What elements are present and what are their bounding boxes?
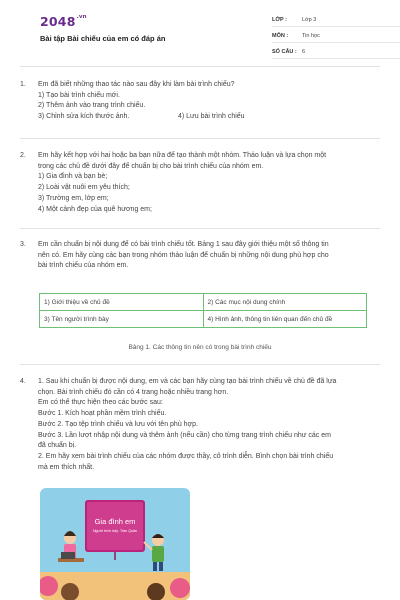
divider: [20, 228, 380, 229]
meta-row-class: [272, 14, 400, 27]
table-caption: Bảng 1. Các thông tin nên có trong bài trình chiếu: [128, 344, 272, 351]
question-line: 3) Trường em, lớp em;: [38, 194, 109, 202]
meta-label: LỚP :: [272, 17, 287, 23]
question-4: [20, 377, 376, 473]
slide-title: Gia đình em: [94, 517, 136, 526]
meta-label: SỐ CÂU :: [272, 49, 297, 55]
meta-label: MÔN :: [272, 33, 289, 39]
student-boy-leg: [153, 562, 157, 571]
question-line: 2) Loài vật nuôi em yêu thích;: [38, 184, 130, 192]
question-body: [38, 151, 376, 215]
logo-text: 2048: [40, 14, 76, 29]
document-header: [20, 0, 380, 62]
question-body: [38, 80, 376, 123]
question-line: mà em thích nhất.: [38, 463, 95, 471]
logo-suffix: .vn: [76, 14, 87, 20]
answer-pair: [38, 112, 376, 123]
question-line: chọn. Bài trình chiếu đó cần có 4 trang hoặc nhiều trang hơn.: [38, 388, 229, 396]
question-line: Bước 2. Tạo tệp trình chiếu và lưu với tên phù hợp.: [38, 420, 198, 428]
question-line: Em đã biết những thao tác nào sau đây khi làm bài trình chiếu?: [38, 81, 235, 88]
question-line: Bước 3. Lần lượt nhập nội dung và thêm ảnh (nếu cần) cho từng trang trình chiếu như các em: [38, 431, 331, 439]
question-line: 2. Em hãy xem bài trình chiếu của các nhóm được thầy, cô trình diễn. Bình chọn bài trình chiếu: [38, 452, 334, 460]
question-line: 1. Sau khi chuẩn bị được nội dung, em và các bạn hãy cùng tạo bài trình chiếu về chủ đề đã lựa: [38, 378, 337, 385]
audience-head: [170, 578, 190, 598]
meta-value: Tin học: [302, 33, 320, 39]
question-line: 4) Lưu bài trình chiếu: [178, 113, 245, 121]
question-body: [38, 377, 376, 473]
document-meta: [272, 14, 400, 62]
question-line: bài trình chiếu của nhóm em.: [38, 262, 129, 270]
question-line: 3) Chỉnh sửa kích thước ảnh.: [38, 113, 130, 121]
meta-value: 6: [302, 49, 306, 55]
question-line: Em cần chuẩn bị nội dung để có bài trình chiếu tốt. Bảng 1 sau đây giới thiệu một số thông tin: [38, 241, 329, 248]
table-cell: 3) Tên người trình bày: [40, 311, 204, 328]
table-cell: 4) Hình ảnh, thông tin liên quan đến chủ đề: [203, 311, 367, 328]
question-line: trong các chủ đề dưới đây để chuẩn bị cho bài trình chiếu của nhóm em.: [38, 162, 264, 170]
classroom-illustration: [40, 488, 190, 600]
table-cell: 1) Giới thiệu về chủ đề: [40, 294, 204, 311]
question-line: 4) Một cảnh đẹp của quê hương em;: [38, 205, 152, 213]
meta-value: Lớp 3: [302, 17, 317, 23]
question-line: Em có thể thực hiện theo các bước sau:: [38, 399, 163, 407]
question-line: nên có. Em hãy cùng các bạn trong nhóm thảo luận để chuẩn bị những nội dung phù hợp cho: [38, 251, 329, 259]
divider: [20, 66, 380, 67]
question-number: 3.: [20, 241, 26, 248]
question-line: 1) Gia đình và bạn bè;: [38, 173, 108, 181]
question-number: 4.: [20, 378, 26, 385]
info-table: [39, 293, 367, 328]
student-boy-body: [152, 546, 164, 562]
table-row: [40, 311, 367, 328]
document-title: Bài tập Bài chiếu của em có đáp án: [40, 34, 166, 43]
question-1: [20, 80, 376, 123]
question-line: Em hãy kết hợp với hai hoặc ba bạn nữa để tạo thành một nhóm. Thảo luận và lựa chọn một: [38, 152, 327, 159]
question-line: Bước 1. Kích hoạt phần mềm trình chiếu.: [38, 410, 167, 418]
site-logo[interactable]: [40, 14, 87, 29]
divider: [20, 364, 380, 365]
laptop-icon: [61, 552, 75, 559]
student-boy-leg: [159, 562, 163, 571]
question-3: [20, 240, 376, 272]
question-line: 1) Tạo bài trình chiếu mới.: [38, 91, 120, 99]
question-line: 2) Thêm ảnh vào trang trình chiếu.: [38, 102, 146, 110]
slide-subtitle: Người trình bày: Trần Quân: [92, 529, 138, 533]
divider: [20, 138, 380, 139]
question-body: [38, 240, 376, 272]
meta-row-subject: [272, 30, 400, 43]
presentation-illustration: [40, 488, 190, 600]
screen-inner: [87, 502, 143, 550]
meta-row-question-count: [272, 46, 400, 59]
table-cell: 2) Các mục nội dung chính: [203, 294, 367, 311]
table-row: [40, 294, 367, 311]
question-2: [20, 151, 376, 215]
question-line: đã chuẩn bị.: [38, 442, 77, 450]
question-number: 2.: [20, 152, 26, 159]
question-number: 1.: [20, 81, 26, 88]
